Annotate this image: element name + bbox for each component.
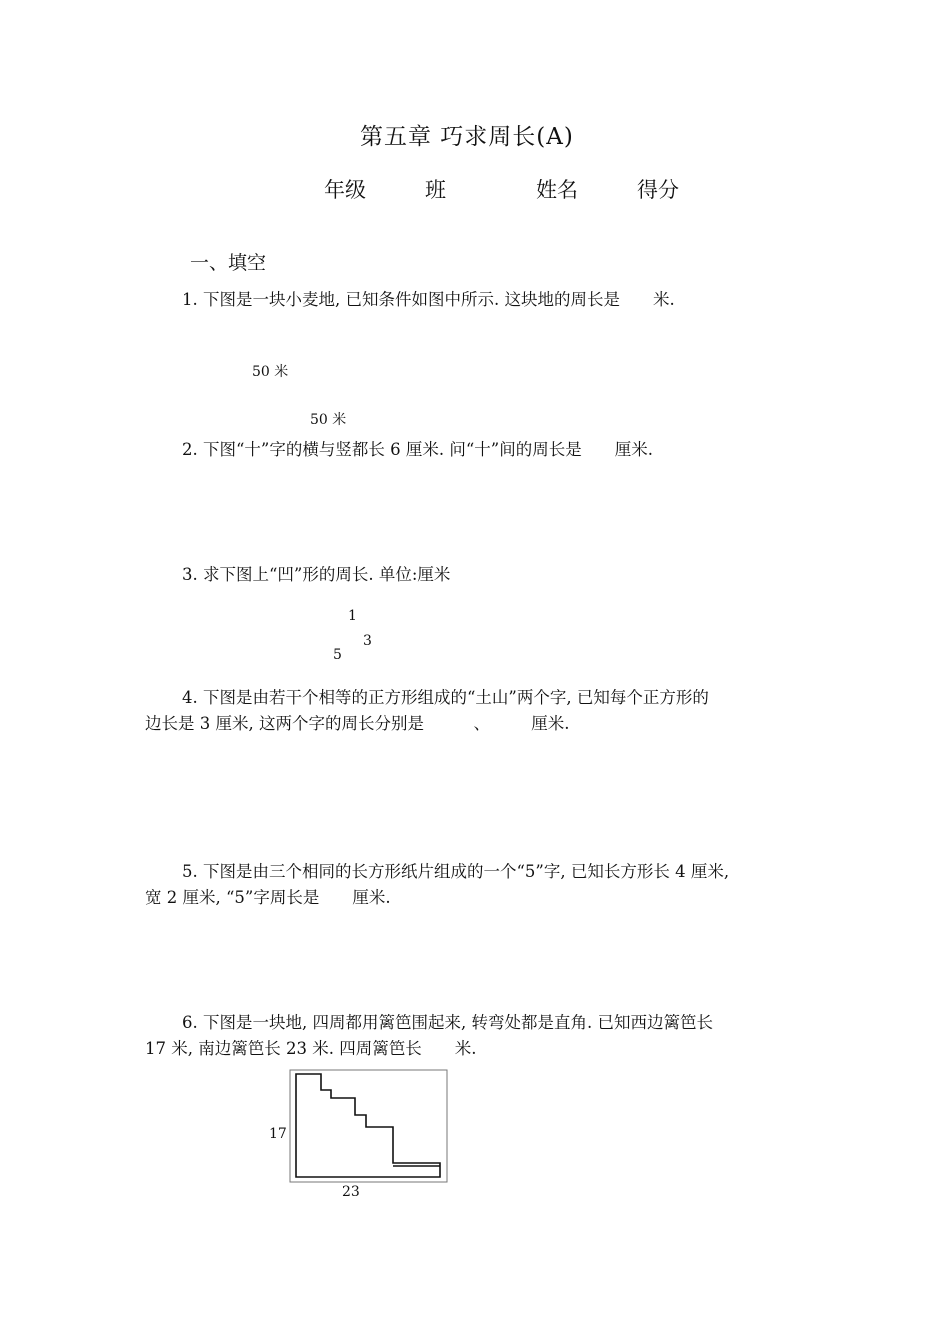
figure-frame bbox=[290, 1070, 447, 1182]
q6-label-south: 23 bbox=[342, 1184, 360, 1200]
question-5-line-2: 宽 2 厘米, “5”字周长是 厘米. bbox=[145, 888, 391, 907]
q3-label-3: 3 bbox=[363, 633, 372, 649]
question-2: 2. 下图“十”字的横与竖都长 6 厘米. 问“十”间的周长是 厘米. bbox=[182, 440, 653, 459]
q3-label-1: 1 bbox=[348, 608, 357, 624]
question-1: 1. 下图是一块小麦地, 已知条件如图中所示. 这块地的周长是 米. bbox=[182, 290, 675, 309]
page-title: 第五章 巧求周长(A) bbox=[360, 124, 574, 150]
question-3: 3. 求下图上“凹”形的周长. 单位:厘米 bbox=[182, 565, 451, 584]
question-6-line-2: 17 米, 南边篱笆长 23 米. 四周篱笆长 米. bbox=[145, 1039, 477, 1058]
q3-label-5: 5 bbox=[333, 647, 342, 663]
grade-label: 年级 bbox=[324, 178, 366, 202]
q6-label-west: 17 bbox=[269, 1126, 287, 1142]
q1-label-width: 50 米 bbox=[310, 412, 347, 428]
question-6-line-1: 6. 下图是一块地, 四周都用篱笆围起来, 转弯处都是直角. 已知西边篱笆长 bbox=[182, 1013, 713, 1032]
question-4-line-1: 4. 下图是由若干个相等的正方形组成的“土山”两个字, 已知每个正方形的 bbox=[182, 688, 709, 707]
question-4-line-2: 边长是 3 厘米, 这两个字的周长分别是 、 厘米. bbox=[145, 714, 570, 733]
class-label: 班 bbox=[425, 178, 446, 202]
fence-outline bbox=[296, 1074, 440, 1177]
q1-label-height: 50 米 bbox=[252, 364, 289, 380]
name-label: 姓名 bbox=[536, 178, 578, 202]
question-5-line-1: 5. 下图是由三个相同的长方形纸片组成的一个“5”字, 已知长方形长 4 厘米, bbox=[182, 862, 730, 881]
score-label: 得分 bbox=[637, 178, 679, 202]
staircase-fence-figure bbox=[289, 1069, 449, 1187]
section-heading: 一、填空 bbox=[190, 252, 267, 274]
